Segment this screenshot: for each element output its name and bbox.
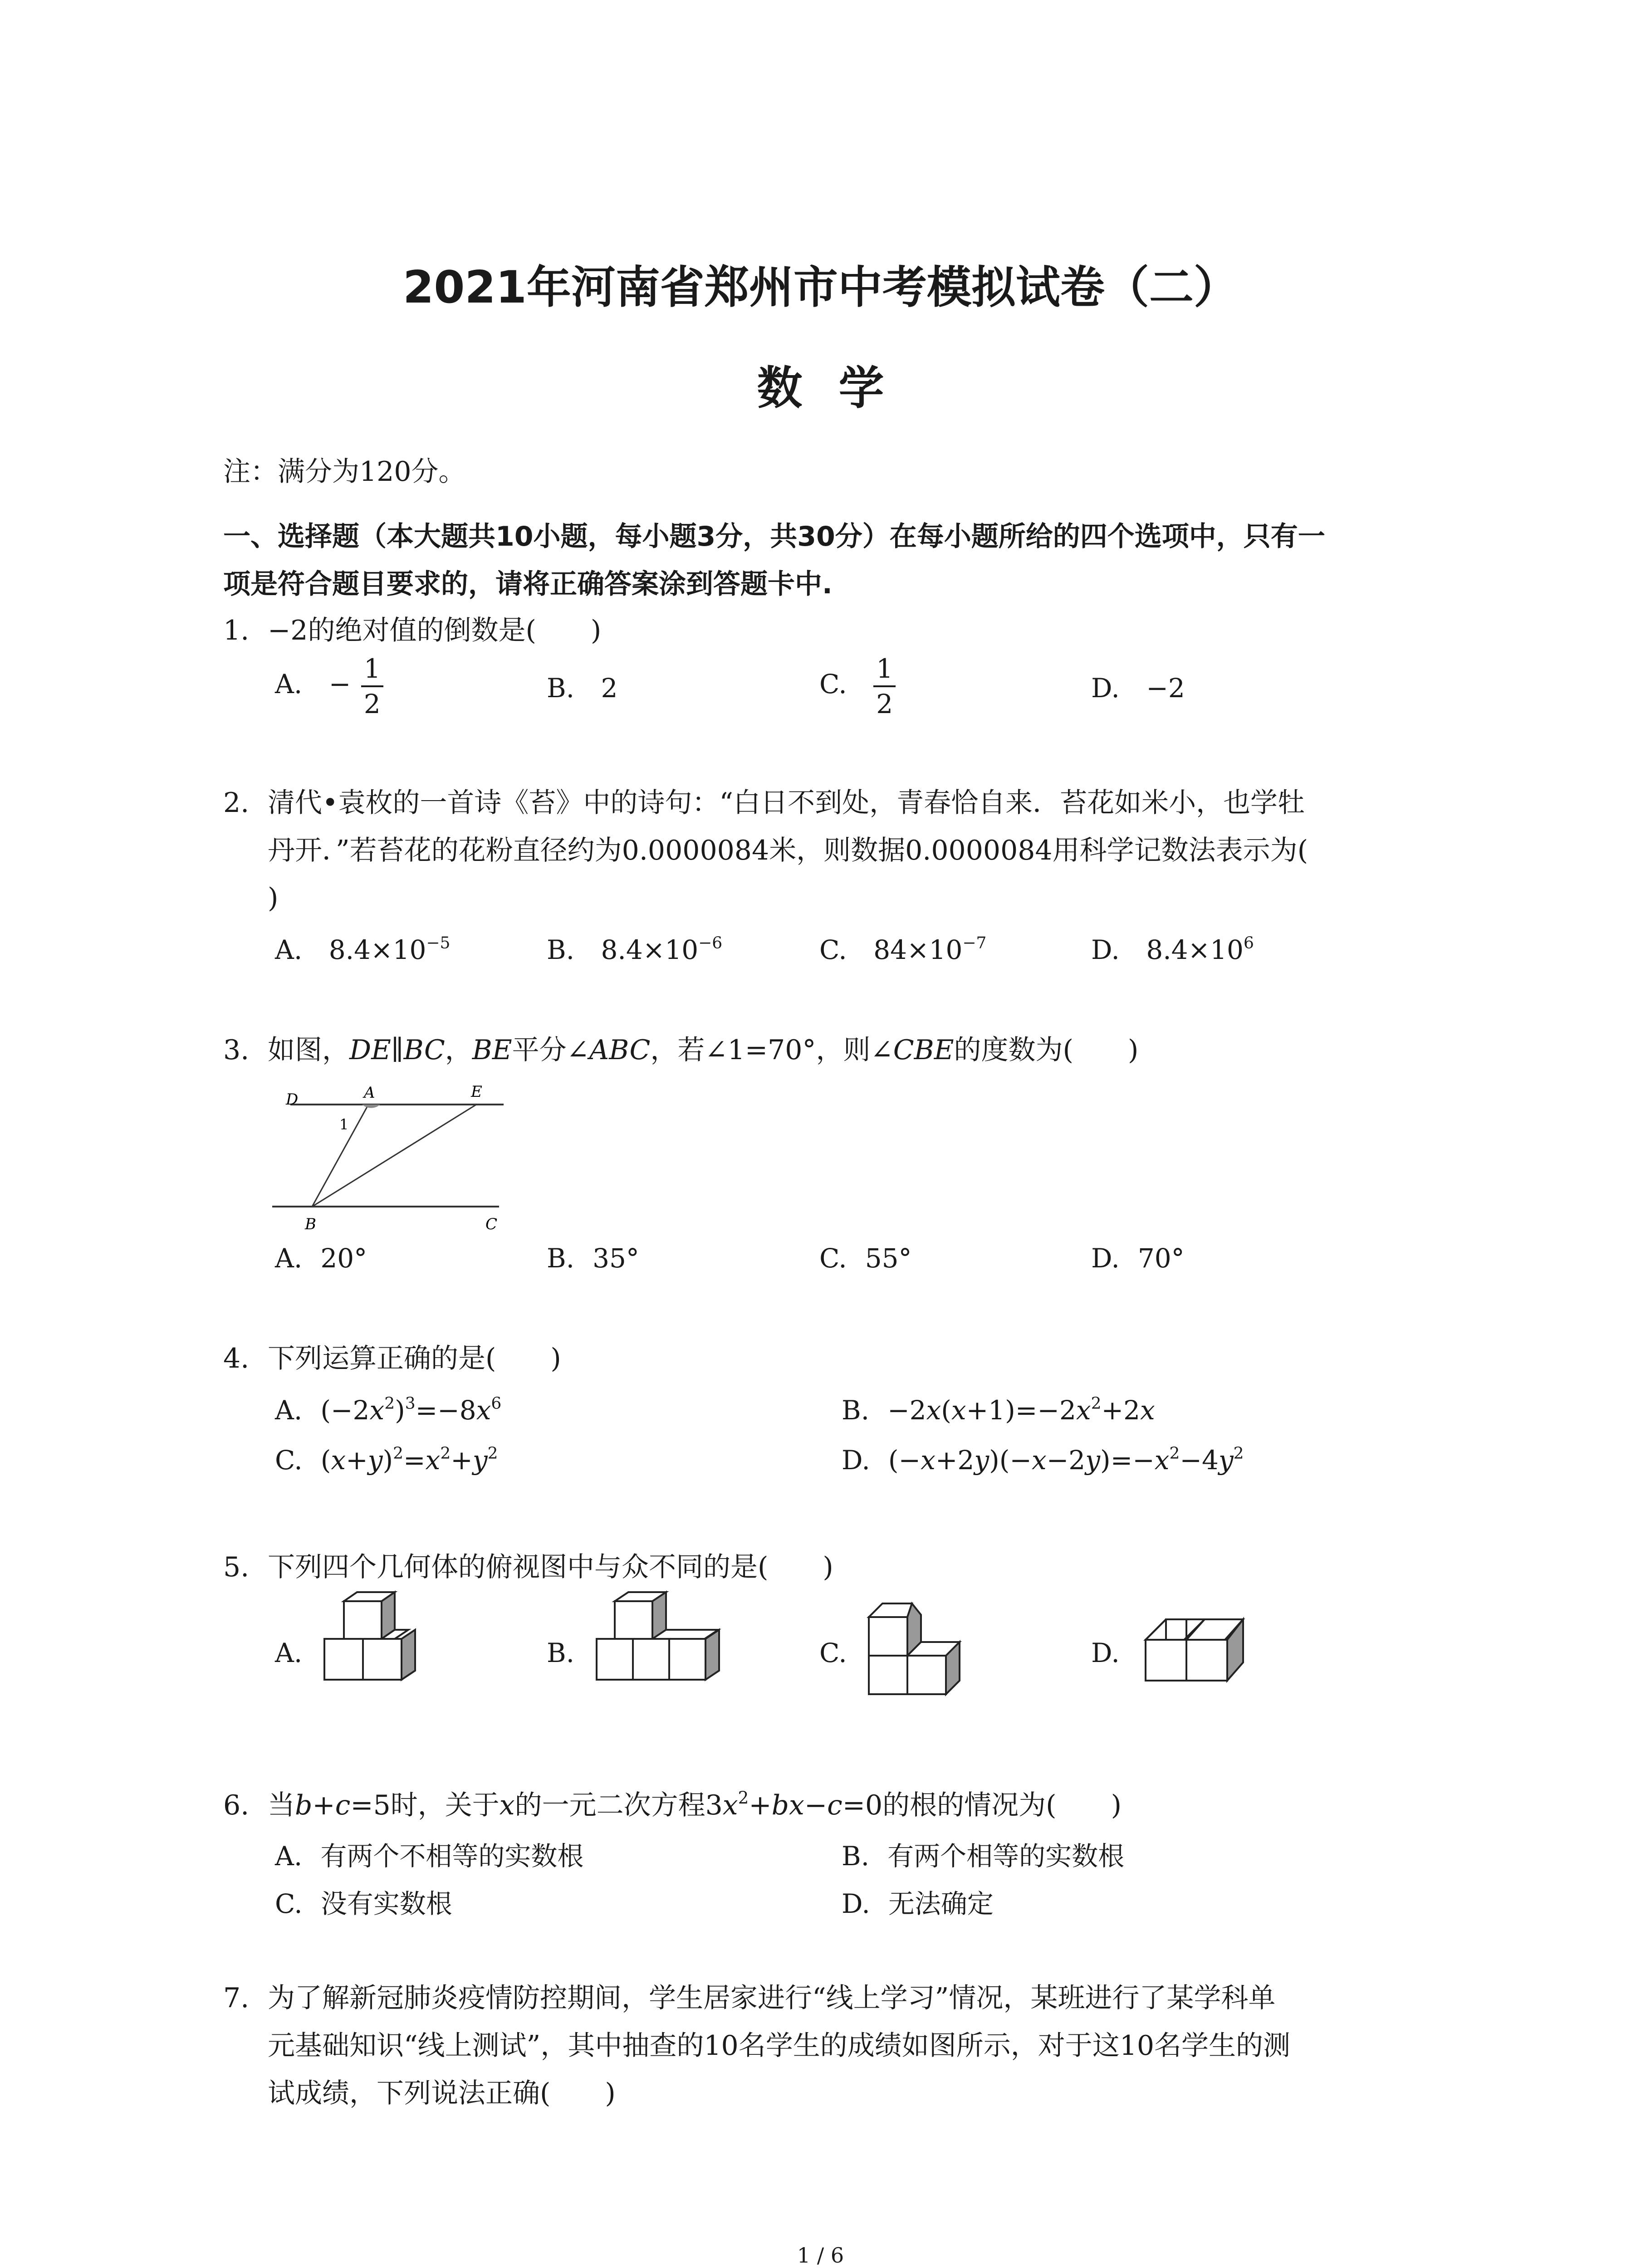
q3-option-a-label: A.: [275, 1243, 303, 1274]
q4-option-a-expression: $(-2x^2)^3=-8x^6$: [320, 1394, 502, 1426]
q2-option-b-label: B.: [547, 934, 575, 965]
q3-stem-bc: BC: [403, 1034, 445, 1066]
q1-option-c-fraction: [873, 655, 896, 717]
q4-stem: 下列运算正确的是( ): [268, 1343, 561, 1374]
q1-option-b-label: B.: [547, 673, 575, 704]
q3-stem-abc: ABC: [589, 1034, 651, 1066]
q2-option-b-exponent: −6: [698, 934, 723, 953]
q2-number: 2.: [223, 787, 250, 819]
segment-be: [312, 1105, 476, 1207]
page-number: 1 / 6: [797, 2243, 844, 2268]
q6-number: 6.: [223, 1789, 250, 1821]
q6-option-b-text: 有两个相等的实数根: [887, 1841, 1125, 1872]
q4-option-c-expression: $(x+y)^2=x^2+y^2$: [320, 1444, 498, 1476]
q2-option-d-label: D.: [1091, 934, 1120, 965]
q3-stem-text: ，若∠1=70°，则∠: [650, 1034, 893, 1066]
q4-option-d-expression: $(-x+2y)(-x-2y)=-x^2-4y^2$: [888, 1444, 1244, 1476]
q1-option-a-sign: −: [328, 669, 351, 700]
angle-1-marker: [362, 1105, 380, 1108]
q4-option-a: [275, 1395, 501, 1426]
q2-option-a: [275, 934, 450, 965]
q5-solid-c: [862, 1601, 980, 1719]
q5-number: 5.: [223, 1551, 250, 1583]
label-c: C: [485, 1215, 498, 1233]
q1-option-c: [819, 655, 896, 717]
q3-option-b-value: 35°: [593, 1243, 639, 1274]
q1-number: 1.: [223, 615, 250, 646]
q1-option-b: [547, 673, 617, 704]
q6-stem: 当b+c=5时，关于x的一元二次方程$3x^2+bx-c=0$的根的情况为( ): [268, 1787, 1122, 1821]
q2-option-c-label: C.: [819, 934, 847, 965]
q1-option-b-value: 2: [601, 673, 618, 704]
q3-option-d: [1091, 1243, 1185, 1274]
q2-option-d-base: 8.4×10: [1146, 934, 1244, 965]
q2-option-c-exponent: −7: [962, 934, 987, 953]
q2-option-b-base: 8.4×10: [601, 934, 699, 965]
q4-number: 4.: [223, 1343, 250, 1374]
q3-stem-be: BE: [472, 1034, 512, 1066]
q1-option-a: [275, 655, 383, 717]
q3-option-c: [819, 1243, 912, 1274]
q2-option-b: [547, 934, 722, 965]
page-title: 2021年河南省郑州市中考模拟试卷（二）: [403, 262, 1238, 313]
q6-option-b: [842, 1835, 1124, 1873]
q4-option-a-label: A.: [275, 1395, 303, 1426]
q3-stem-text: ，: [445, 1034, 472, 1066]
q4-option-d-label: D.: [842, 1445, 870, 1476]
q3-option-a: [275, 1243, 367, 1274]
q1-option-c-denominator: 2: [876, 689, 893, 719]
q4-option-b: [842, 1395, 1155, 1426]
q2-option-d-exponent: 6: [1243, 934, 1254, 953]
q6-option-c-text: 没有实数根: [320, 1888, 452, 1919]
q7-line1: 为了解新冠肺炎疫情防控期间，学生居家进行“线上学习”情况，某班进行了某学科单: [268, 1982, 1276, 2014]
q4-option-c: [275, 1445, 498, 1476]
q3-option-b: [547, 1243, 639, 1274]
q4-option-b-label: B.: [842, 1395, 870, 1426]
q1-option-a-fraction: [361, 655, 383, 717]
q6-option-a: [275, 1835, 583, 1873]
label-angle-1: 1: [339, 1116, 349, 1133]
q7-number: 7.: [223, 1982, 250, 2014]
q3-stem-text: 平分∠: [512, 1034, 589, 1066]
label-d: D: [286, 1090, 299, 1109]
q3-stem-text: 如图，: [268, 1034, 349, 1066]
q2-option-c: [819, 934, 986, 965]
q6-option-d: [842, 1882, 994, 1921]
q2-line1: 清代•袁枚的一首诗《苔》中的诗句：“白日不到处，青春恰自来．苔花如米小，也学牡: [268, 787, 1305, 819]
q3-option-c-label: C.: [819, 1243, 847, 1274]
q2-line3: ): [268, 882, 279, 914]
q5-option-d-label: D.: [1091, 1637, 1120, 1668]
q3-stem-cbe: CBE: [893, 1034, 954, 1066]
q3-option-d-label: D.: [1091, 1243, 1120, 1274]
q6-option-d-text: 无法确定: [888, 1888, 994, 1919]
q3-option-c-value: 55°: [865, 1243, 912, 1274]
q1-option-a-label: A.: [275, 669, 303, 700]
q3-stem-parallel: ∥: [391, 1034, 404, 1066]
q1-option-c-numerator: 1: [873, 655, 896, 687]
q1-option-d-label: D.: [1091, 673, 1120, 704]
q1-option-d-value: −2: [1146, 673, 1185, 704]
q3-stem: [268, 1034, 1138, 1066]
q6-option-d-label: D.: [842, 1888, 870, 1919]
q1-option-a-denominator: 2: [363, 689, 381, 719]
label-a: A: [364, 1084, 375, 1102]
q1-option-a-numerator: 1: [361, 655, 383, 687]
q5-option-b-label: B.: [547, 1637, 575, 1668]
q1-stem: −2的绝对值的倒数是( ): [268, 615, 602, 646]
q3-stem-de: DE: [349, 1034, 391, 1066]
q3-geometry-figure: [263, 1080, 517, 1234]
q3-option-b-label: B.: [547, 1243, 575, 1274]
q5-stem: 下列四个几何体的俯视图中与众不同的是( ): [268, 1551, 833, 1583]
q1-option-c-label: C.: [819, 669, 847, 700]
q6-option-c-label: C.: [275, 1888, 303, 1919]
q3-number: 3.: [223, 1034, 250, 1066]
q4-option-d: [842, 1445, 1244, 1476]
q6-option-b-label: B.: [842, 1841, 870, 1872]
q2-option-a-exponent: −5: [426, 934, 451, 953]
q4-option-b-expression: $-2x(x+1)=-2x^2+2x$: [887, 1394, 1155, 1426]
q6-option-c: [275, 1882, 452, 1921]
q2-line2: 丹开．”若苔花的花粉直径约为0.0000084米，则数据0.0000084用科学记数法表示为(: [268, 835, 1308, 866]
q2-option-d: [1091, 934, 1254, 965]
section-heading-line1: 一、选择题（本大题共10小题，每小题3分，共30分）在每小题所给的四个选项中，只有一: [223, 521, 1325, 552]
label-e: E: [471, 1083, 482, 1101]
q5-option-c-label: C.: [819, 1637, 847, 1668]
q5-solid-a: [318, 1590, 431, 1721]
section-heading-line2: 项是符合题目要求的，请将正确答案涂到答题卡中.: [223, 568, 833, 600]
q3-option-a-value: 20°: [320, 1243, 367, 1274]
q7-line2: 元基础知识“线上测试”，其中抽查的10名学生的成绩如图所示，对于这10名学生的测: [268, 2030, 1291, 2062]
q5-option-a-label: A.: [275, 1637, 303, 1668]
q3-stem-text: 的度数为( ): [954, 1034, 1139, 1066]
q5-solid-d: [1134, 1606, 1261, 1706]
q6-option-a-text: 有两个不相等的实数根: [320, 1841, 584, 1872]
subject-heading: 数学: [757, 362, 921, 415]
q6-option-a-label: A.: [275, 1841, 303, 1872]
q2-option-c-base: 84×10: [873, 934, 963, 965]
q1-option-d: [1091, 673, 1185, 704]
q3-option-d-value: 70°: [1137, 1243, 1185, 1274]
label-b: B: [305, 1215, 316, 1233]
q2-option-a-base: 8.4×10: [328, 934, 426, 965]
q2-option-a-label: A.: [275, 934, 303, 965]
q5-solid-b: [590, 1590, 730, 1721]
q7-line3: 试成绩，下列说法正确( ): [268, 2077, 616, 2109]
q4-option-c-label: C.: [275, 1445, 303, 1476]
score-note: 注：满分为120分。: [223, 456, 466, 488]
